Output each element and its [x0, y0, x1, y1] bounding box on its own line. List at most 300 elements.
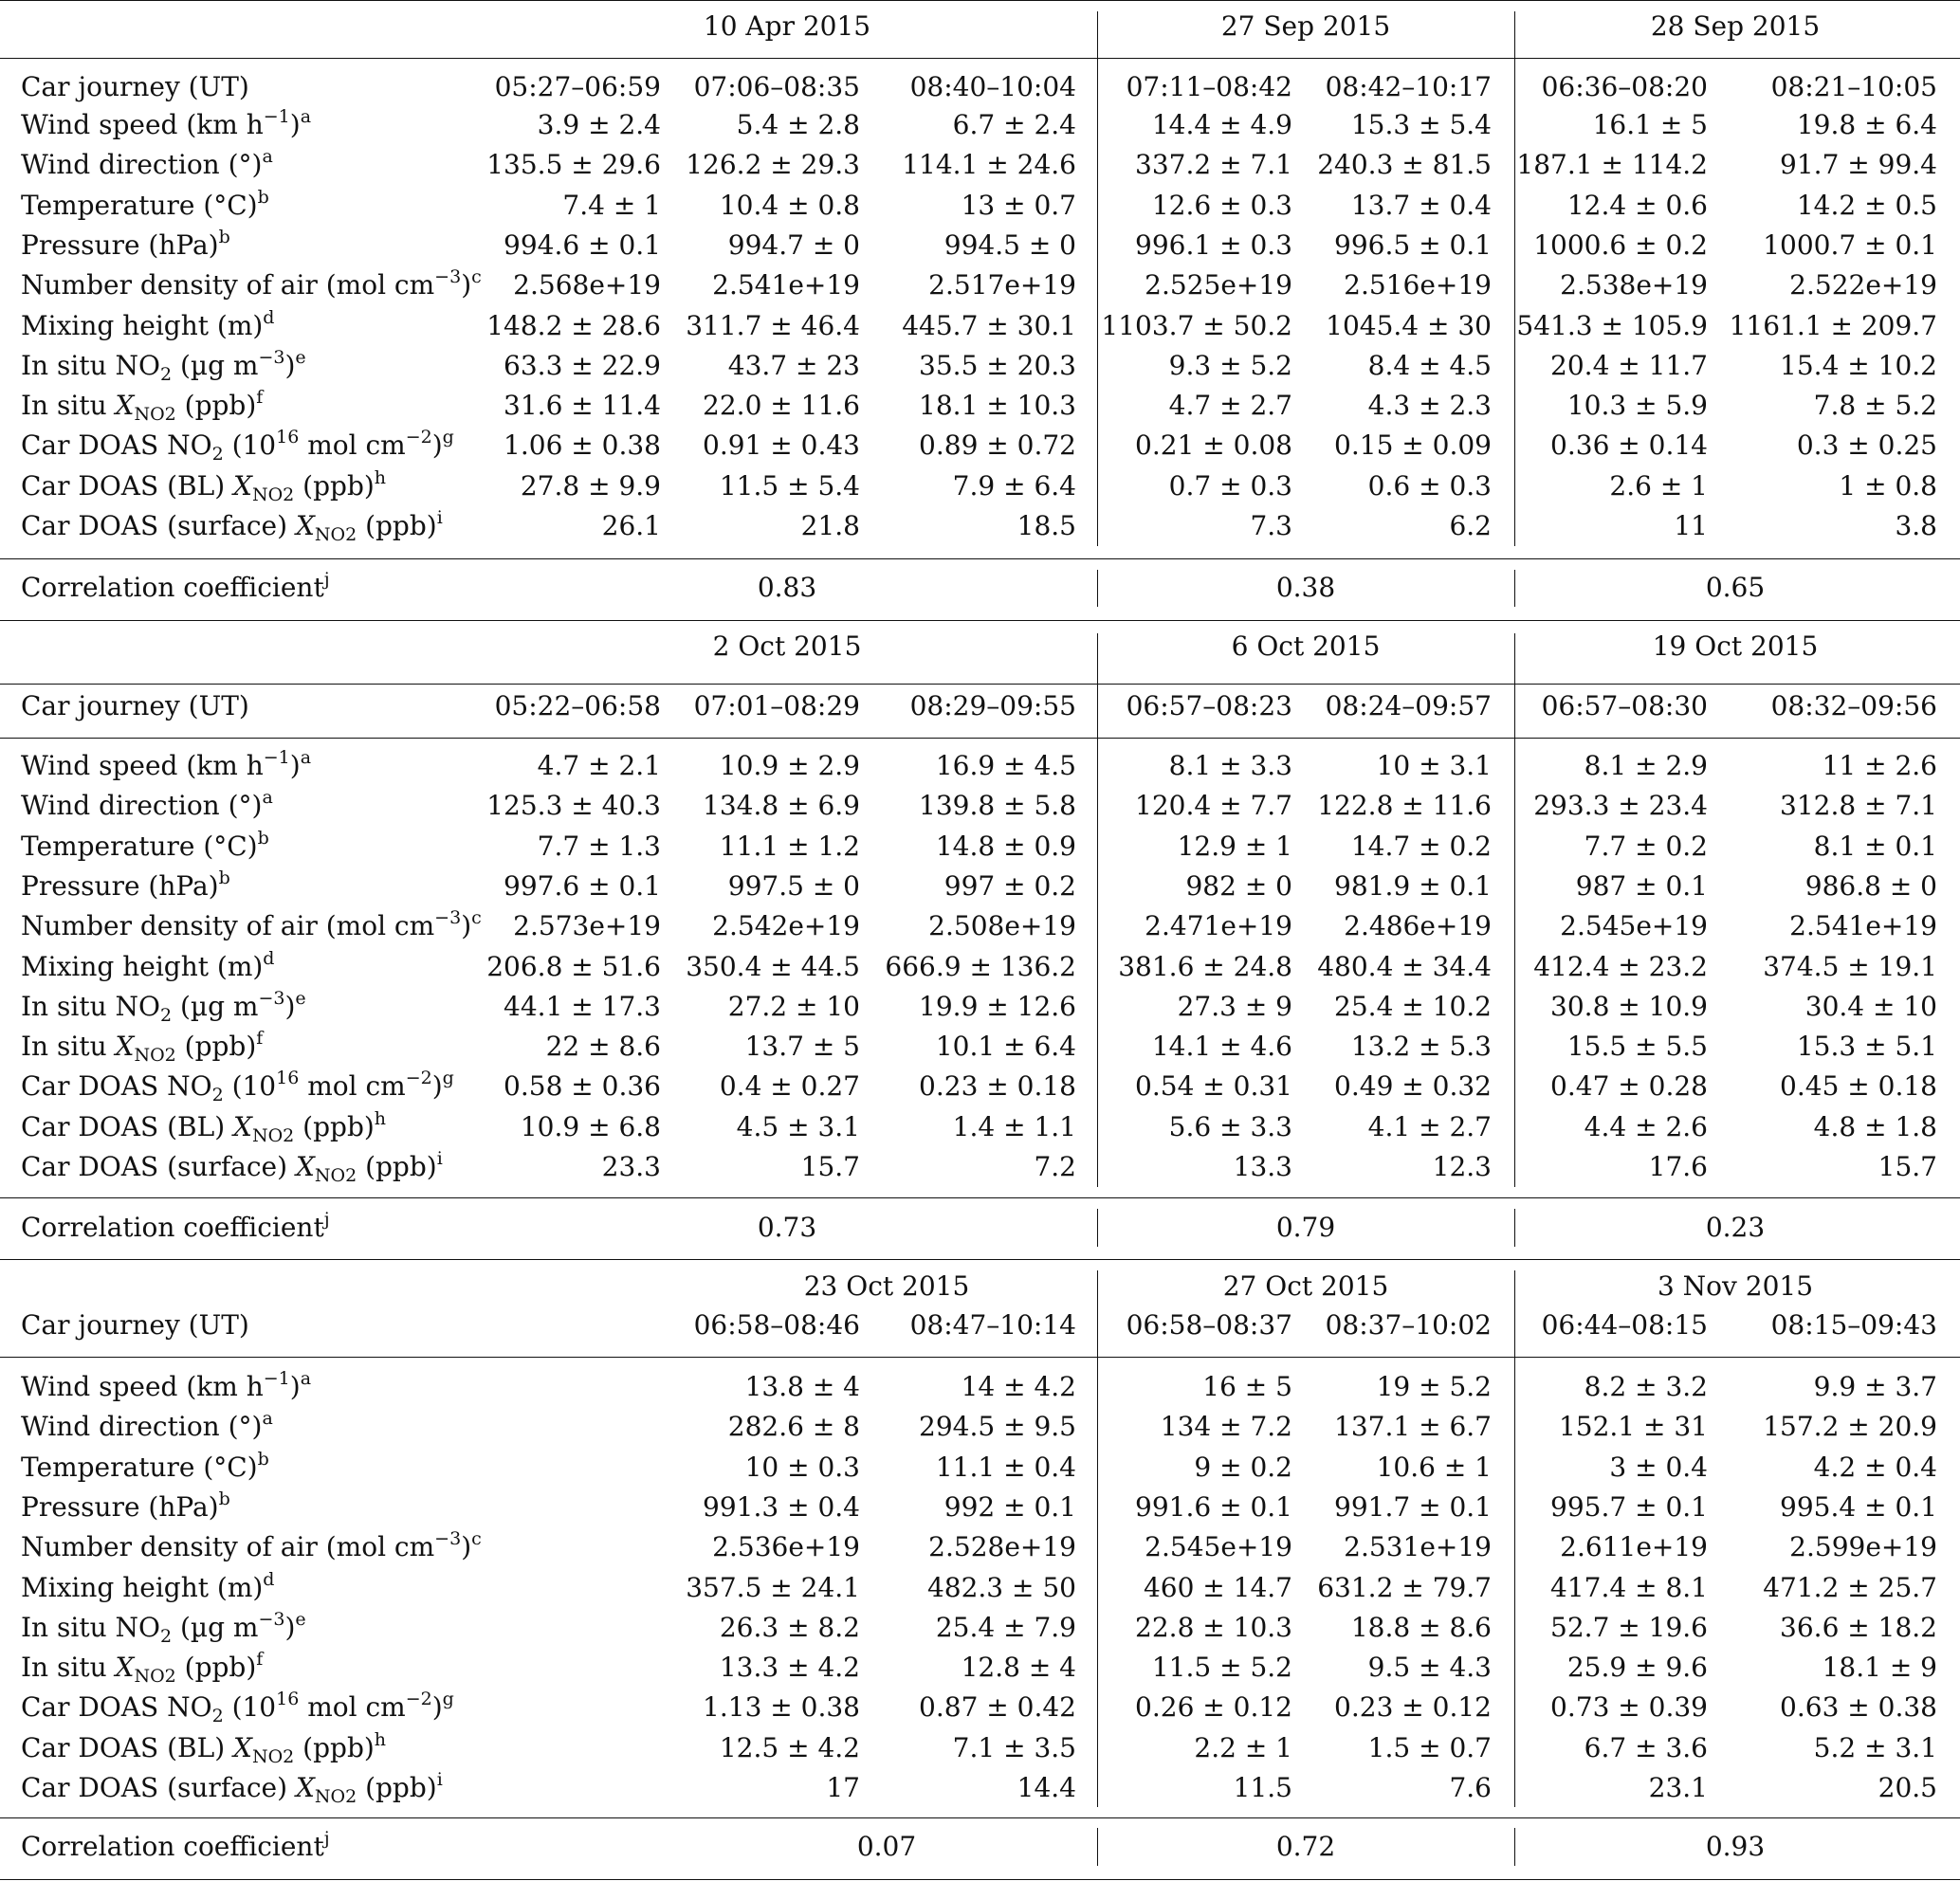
table-cell: 541.3 ± 105.9 — [1516, 309, 1708, 341]
label-part: −1 — [263, 747, 290, 768]
label-part: Wind direction (°) — [21, 149, 263, 181]
table-cell: 19.8 ± 6.4 — [1796, 109, 1937, 140]
label-part: c — [471, 266, 482, 288]
table-cell: 445.7 ± 30.1 — [902, 309, 1076, 341]
journey-time: 06:58–08:37 — [1126, 1309, 1292, 1341]
label-part: b — [218, 867, 230, 888]
journey-time: 08:29–09:55 — [909, 690, 1076, 721]
label-part: −1 — [263, 106, 290, 127]
table-cell: 157.2 ± 20.9 — [1763, 1411, 1937, 1443]
table-cell: 0.63 ± 0.38 — [1780, 1691, 1937, 1724]
label-part: −3 — [258, 1608, 285, 1630]
table-cell: 31.6 ± 11.4 — [504, 390, 661, 422]
date-header: 23 Oct 2015 — [803, 1270, 970, 1302]
label-part: Temperature (°C) — [21, 189, 258, 221]
block-top-rule — [0, 1259, 1960, 1260]
label-part: X — [115, 1031, 135, 1063]
table-cell: 2.2 ± 1 — [1194, 1731, 1292, 1763]
label-part: Car DOAS (surface) — [21, 1772, 296, 1803]
table-cell: 187.1 ± 114.2 — [1516, 149, 1708, 181]
label-part: Number density of air (mol cm — [21, 1531, 435, 1563]
table-cell: 25.9 ± 9.6 — [1566, 1652, 1708, 1684]
table-cell: 30.8 ± 10.9 — [1550, 990, 1708, 1022]
label-part: Mixing height (m) — [21, 309, 264, 341]
label-part: h — [374, 1107, 387, 1129]
column-divider — [1514, 1270, 1515, 1807]
table-cell: 9.9 ± 3.7 — [1813, 1371, 1937, 1402]
table-cell: 2.538e+19 — [1560, 269, 1708, 301]
header-rule — [0, 738, 1960, 739]
table-cell: 0.15 ± 0.09 — [1334, 429, 1492, 462]
row-label — [21, 1068, 454, 1106]
label-part: ) — [431, 1070, 443, 1103]
column-divider — [1514, 11, 1515, 546]
table-cell: 43.7 ± 23 — [727, 349, 860, 381]
label-part: c — [471, 907, 482, 929]
table-cell: 13.3 ± 4.2 — [719, 1652, 860, 1684]
table-cell: 374.5 ± 19.1 — [1763, 950, 1937, 982]
row-label — [21, 1448, 269, 1483]
table-cell: 14.4 — [1017, 1772, 1076, 1803]
date-header: 6 Oct 2015 — [1231, 630, 1381, 662]
table-cell: 10.3 ± 5.9 — [1566, 390, 1708, 422]
label-part: Wind speed (km h — [21, 1371, 264, 1402]
table-cell: 135.5 ± 29.6 — [486, 149, 661, 181]
row-label — [21, 787, 273, 822]
header-rule — [0, 58, 1960, 59]
label-part: (10 — [223, 1070, 277, 1103]
label-part: a — [262, 146, 273, 168]
table-cell: 2.516e+19 — [1344, 269, 1492, 301]
table-cell: 2.536e+19 — [712, 1531, 860, 1563]
label-part: (ppb) — [357, 510, 437, 541]
label-part: 16 — [276, 1689, 300, 1710]
label-part: X — [233, 469, 252, 502]
table-cell: 480.4 ± 34.4 — [1317, 950, 1492, 982]
date-header: 2 Oct 2015 — [712, 630, 862, 662]
table-cell: 17 — [826, 1772, 860, 1803]
label-part: 2 — [159, 363, 173, 385]
table-cell: 7.3 — [1250, 510, 1292, 541]
table-cell: 981.9 ± 0.1 — [1334, 869, 1492, 902]
table-cell: 994.7 ± 0 — [727, 228, 860, 261]
table-cell: 18.5 — [1017, 510, 1076, 541]
table-cell: 337.2 ± 7.1 — [1135, 149, 1292, 181]
block-top-rule — [0, 0, 1960, 1]
column-divider — [1097, 1270, 1098, 1807]
table-cell: 3.8 — [1895, 510, 1937, 541]
date-header: 27 Oct 2015 — [1222, 1270, 1389, 1302]
label-part: −3 — [434, 1528, 462, 1550]
journey-time: 06:44–08:15 — [1541, 1309, 1708, 1341]
table-cell: 2.545e+19 — [1145, 1531, 1292, 1563]
table-cell: 134 ± 7.2 — [1160, 1411, 1292, 1443]
table-cell: 10.4 ± 0.8 — [719, 189, 860, 221]
label-part: (ppb) — [357, 1151, 437, 1182]
table-cell: 9.5 ± 4.3 — [1367, 1652, 1492, 1684]
label-part: Wind direction (°) — [21, 1411, 263, 1443]
table-cell: 15.7 — [800, 1151, 860, 1182]
table-cell: 22.0 ± 11.6 — [703, 390, 860, 422]
table-cell: 2.528e+19 — [928, 1531, 1076, 1563]
table-cell: 18.1 ± 9 — [1822, 1652, 1937, 1684]
journey-time: 08:15–09:43 — [1770, 1309, 1937, 1341]
table-cell: 0.89 ± 0.72 — [919, 429, 1076, 462]
table-cell: 1.06 ± 0.38 — [504, 429, 661, 462]
label-part: 16 — [276, 427, 300, 448]
journey-time: 06:57–08:23 — [1126, 690, 1292, 721]
table-cell: 2.573e+19 — [513, 910, 661, 942]
table-cell: 14.4 ± 4.9 — [1151, 109, 1292, 140]
label-part: c — [471, 1528, 482, 1550]
label-part: Car DOAS (BL) — [21, 469, 234, 502]
journey-time: 06:58–08:46 — [693, 1309, 860, 1341]
table-cell: 0.49 ± 0.32 — [1334, 1070, 1492, 1103]
label-part: f — [256, 1649, 264, 1671]
journey-time: 06:36–08:20 — [1541, 71, 1708, 102]
column-divider — [1514, 570, 1515, 607]
label-part: X — [233, 1110, 252, 1142]
correlation-rule — [0, 1197, 1960, 1198]
label-part: −2 — [405, 1689, 432, 1710]
table-cell: 19 ± 5.2 — [1376, 1371, 1492, 1402]
label-part: (10 — [223, 429, 277, 462]
table-cell: 2.599e+19 — [1789, 1531, 1937, 1563]
table-cell: 312.8 ± 7.1 — [1780, 790, 1937, 822]
label-part: ) — [289, 1371, 301, 1402]
table-cell: 6.7 ± 3.6 — [1584, 1731, 1708, 1763]
row-label — [21, 1107, 387, 1146]
table-cell: 15.3 ± 5.1 — [1796, 1031, 1937, 1063]
row-label — [21, 1408, 273, 1443]
table-cell: 997.5 ± 0 — [727, 869, 860, 902]
table-cell: 2.541e+19 — [1789, 910, 1937, 942]
table-cell: 996.1 ± 0.3 — [1135, 228, 1292, 261]
label-part: Wind direction (°) — [21, 790, 263, 822]
label-part: b — [257, 186, 269, 208]
table-cell: 0.54 ± 0.31 — [1135, 1070, 1292, 1103]
label-part: i — [436, 1769, 443, 1790]
label-part: X — [295, 510, 315, 541]
row-label — [21, 507, 443, 545]
table-cell: 134.8 ± 6.9 — [703, 790, 860, 822]
table-cell: 982 ± 0 — [1185, 869, 1292, 902]
label-part: ) — [431, 1691, 443, 1724]
journey-time: 08:32–09:56 — [1770, 690, 1937, 721]
row-label — [21, 186, 269, 221]
table-cell: 471.2 ± 25.7 — [1763, 1571, 1937, 1603]
table-cell: 23.3 — [601, 1151, 661, 1182]
label-part: ) — [431, 429, 443, 462]
table-cell: 126.2 ± 29.3 — [686, 149, 860, 181]
row-label — [21, 1689, 454, 1727]
table-cell: 2.531e+19 — [1344, 1531, 1492, 1563]
table-cell: 417.4 ± 8.1 — [1550, 1571, 1708, 1603]
label-part: e — [295, 1608, 306, 1630]
label-part: In situ — [21, 390, 116, 422]
table-cell: 23.1 — [1648, 1772, 1708, 1803]
table-cell: 11.5 ± 5.2 — [1151, 1652, 1292, 1684]
row-label — [21, 1568, 275, 1603]
table-cell: 991.7 ± 0.1 — [1334, 1490, 1492, 1523]
table-cell: 2.525e+19 — [1145, 269, 1292, 301]
table-cell: 1.13 ± 0.38 — [703, 1691, 860, 1724]
table-cell: 995.7 ± 0.1 — [1550, 1490, 1708, 1523]
table-cell: 120.4 ± 7.7 — [1135, 790, 1292, 822]
journey-time: 07:11–08:42 — [1126, 71, 1292, 102]
label-part: a — [300, 1368, 312, 1389]
table-cell: 0.23 ± 0.12 — [1334, 1691, 1492, 1724]
row-label — [21, 1368, 312, 1402]
table-cell: 991.6 ± 0.1 — [1135, 1490, 1292, 1523]
label-part: In situ NO — [21, 1611, 160, 1643]
label-part: d — [263, 1568, 275, 1590]
table-cell: 13.7 ± 5 — [744, 1031, 860, 1063]
label-part: In situ NO — [21, 349, 160, 381]
label-part: −2 — [405, 427, 432, 448]
table-cell: 13.8 ± 4 — [744, 1371, 860, 1402]
table-cell: 20.4 ± 11.7 — [1550, 349, 1708, 381]
block-top-rule — [0, 620, 1960, 621]
table-cell: 10.1 ± 6.4 — [935, 1031, 1076, 1063]
table-cell: 0.21 ± 0.08 — [1135, 429, 1292, 462]
label-part: b — [257, 1448, 269, 1470]
table-cell: 293.3 ± 23.4 — [1533, 790, 1708, 822]
row-label — [21, 947, 275, 982]
table-cell: 17.6 — [1648, 1151, 1708, 1182]
table-cell: 13.3 — [1233, 1151, 1292, 1182]
correlation-label — [21, 569, 330, 603]
label-part: 16 — [276, 1068, 300, 1089]
correlation-value: 0.93 — [1705, 1831, 1766, 1862]
row-label — [21, 266, 482, 301]
label-part: NO2 — [251, 484, 295, 505]
journey-time: 05:27–06:59 — [494, 71, 661, 102]
table-cell: 0.23 ± 0.18 — [919, 1070, 1076, 1103]
label-part: Number density of air (mol cm — [21, 910, 435, 942]
row-label — [21, 1528, 482, 1563]
table-cell: 10.9 ± 2.9 — [719, 750, 860, 781]
table-cell: 91.7 ± 99.4 — [1780, 149, 1937, 181]
table-cell: 139.8 ± 5.8 — [919, 790, 1076, 822]
label-part: NO2 — [314, 524, 357, 545]
column-divider — [1097, 11, 1098, 546]
label-part: Car DOAS NO — [21, 1070, 212, 1103]
table-cell: 14 ± 4.2 — [961, 1371, 1076, 1402]
header-rule — [0, 1357, 1960, 1358]
table-cell: 7.7 ± 1.3 — [537, 830, 661, 862]
table-cell: 14.1 ± 4.6 — [1151, 1031, 1292, 1063]
table-cell: 12.5 ± 4.2 — [719, 1731, 860, 1763]
row-label — [21, 226, 230, 261]
row-label — [21, 1028, 264, 1067]
label-part: ) — [289, 750, 301, 781]
label-part: Temperature (°C) — [21, 1451, 258, 1483]
table-cell: 1045.4 ± 30 — [1326, 309, 1492, 341]
table-cell: 22 ± 8.6 — [545, 1031, 661, 1063]
table-cell: 35.5 ± 20.3 — [919, 349, 1076, 381]
column-divider — [1514, 1209, 1515, 1247]
label-part: −2 — [405, 1068, 432, 1089]
table-cell: 7.7 ± 0.2 — [1584, 830, 1708, 862]
table-cell: 36.6 ± 18.2 — [1780, 1611, 1937, 1643]
table-cell: 12.9 ± 1 — [1177, 830, 1292, 862]
label-part: h — [374, 466, 387, 488]
date-header: 27 Sep 2015 — [1220, 10, 1391, 42]
label-part: ) — [289, 109, 301, 140]
journey-time: 08:37–10:02 — [1325, 1309, 1492, 1341]
correlation-value: 0.79 — [1275, 1212, 1336, 1243]
table-cell: 16.1 ± 5 — [1592, 109, 1708, 140]
label-part: 2 — [159, 1625, 173, 1647]
label-part: NO2 — [134, 1045, 176, 1067]
table-cell: 8.1 ± 3.3 — [1168, 750, 1292, 781]
journey-time: 06:57–08:30 — [1541, 690, 1708, 721]
table-cell: 5.2 ± 3.1 — [1813, 1731, 1937, 1763]
table-cell: 997.6 ± 0.1 — [504, 869, 661, 902]
table-cell: 1103.7 ± 50.2 — [1101, 309, 1292, 341]
table-cell: 21.8 — [800, 510, 860, 541]
table-cell: 0.4 ± 0.27 — [719, 1070, 860, 1103]
label-part: NO2 — [134, 1666, 176, 1688]
footnote-mark: j — [323, 569, 330, 590]
table-cell: 412.4 ± 23.2 — [1533, 950, 1708, 982]
label-part: Mixing height (m) — [21, 1571, 264, 1603]
table-cell: 18.8 ± 8.6 — [1350, 1611, 1492, 1643]
label-part: ) — [461, 910, 472, 942]
table-cell: 2.486e+19 — [1344, 910, 1492, 942]
table-cell: 666.9 ± 136.2 — [885, 950, 1076, 982]
column-divider — [1514, 633, 1515, 1187]
row-label — [21, 106, 312, 140]
table-cell: 2.611e+19 — [1560, 1531, 1708, 1563]
table-cell: 25.4 ± 10.2 — [1334, 990, 1492, 1022]
table-cell: 52.7 ± 19.6 — [1550, 1611, 1708, 1643]
label-part: X — [233, 1731, 252, 1763]
correlation-value: 0.65 — [1705, 572, 1766, 603]
footnote-mark: j — [323, 1209, 330, 1230]
label-part: −3 — [258, 346, 285, 368]
table-cell: 7.8 ± 5.2 — [1813, 390, 1937, 422]
label-part: mol cm — [299, 1691, 406, 1724]
label-part: X — [295, 1151, 315, 1182]
table-cell: 10 ± 3.1 — [1376, 750, 1492, 781]
table-cell: 997 ± 0.2 — [943, 869, 1076, 902]
label-part: (ppb) — [294, 1731, 375, 1763]
label-part: g — [442, 1689, 454, 1710]
table-cell: 25.4 ± 7.9 — [935, 1611, 1076, 1643]
table-cell: 460 ± 14.7 — [1143, 1571, 1292, 1603]
table-cell: 11.1 ± 1.2 — [719, 830, 860, 862]
date-header: 19 Oct 2015 — [1652, 630, 1819, 662]
table-cell: 2.545e+19 — [1560, 910, 1708, 942]
table-cell: 12.8 ± 4 — [961, 1652, 1076, 1684]
table-cell: 0.7 ± 0.3 — [1168, 469, 1292, 502]
table-cell: 27.3 ± 9 — [1177, 990, 1292, 1022]
table-cell: 1161.1 ± 209.7 — [1729, 309, 1937, 341]
table-cell: 7.2 — [1034, 1151, 1076, 1182]
table-cell: 381.6 ± 24.8 — [1118, 950, 1292, 982]
table-cell: 13 ± 0.7 — [961, 189, 1076, 221]
label-part: In situ — [21, 1031, 116, 1063]
label-part: −1 — [263, 1368, 290, 1389]
label-part: ) — [461, 1531, 472, 1563]
label-part: g — [442, 427, 454, 448]
label-part: (ppb) — [175, 390, 257, 422]
label-part: f — [256, 387, 264, 409]
table-cell: 1.4 ± 1.1 — [952, 1110, 1076, 1142]
label-part: (µg m — [172, 1611, 259, 1643]
correlation-rule — [0, 1817, 1960, 1818]
row-label — [21, 1148, 443, 1186]
label-part: Car DOAS NO — [21, 1691, 212, 1724]
column-divider — [1097, 1828, 1098, 1866]
table-cell: 311.7 ± 46.4 — [686, 309, 860, 341]
correlation-label — [21, 1828, 330, 1862]
label-part: 2 — [159, 1004, 173, 1026]
table-cell: 18.1 ± 10.3 — [919, 390, 1076, 422]
table-cell: 15.7 — [1878, 1151, 1937, 1182]
row-label — [21, 146, 273, 181]
table-cell: 0.45 ± 0.18 — [1780, 1070, 1937, 1103]
table-cell: 0.73 ± 0.39 — [1550, 1691, 1708, 1724]
table-cell: 152.1 ± 31 — [1558, 1411, 1708, 1443]
label-part: b — [218, 226, 230, 247]
table-cell: 148.2 ± 28.6 — [486, 309, 661, 341]
table-cell: 0.36 ± 0.14 — [1550, 429, 1708, 462]
table-cell: 7.9 ± 6.4 — [952, 469, 1076, 502]
label-part: ) — [284, 1611, 296, 1643]
table-cell: 0.6 ± 0.3 — [1367, 469, 1492, 502]
table-cell: 3.9 ± 2.4 — [537, 109, 661, 140]
table-cell: 1 ± 0.8 — [1839, 469, 1937, 502]
table-cell: 240.3 ± 81.5 — [1317, 149, 1492, 181]
table-cell: 10.9 ± 6.8 — [520, 1110, 661, 1142]
footnote-mark: j — [323, 1828, 330, 1849]
label-part: a — [262, 787, 273, 809]
correlation-value: 0.38 — [1275, 572, 1336, 603]
journey-time: 08:42–10:17 — [1325, 71, 1492, 102]
label-part: ) — [461, 269, 472, 301]
table-cell: 20.5 — [1878, 1772, 1937, 1803]
label-part: Correlation coefficient — [21, 1831, 324, 1862]
table-cell: 5.6 ± 3.3 — [1168, 1110, 1292, 1142]
row-label — [21, 346, 306, 385]
label-part: b — [218, 1488, 230, 1509]
row-label — [21, 907, 482, 942]
table-cell: 26.3 ± 8.2 — [719, 1611, 860, 1643]
table-cell: 994.5 ± 0 — [943, 228, 1076, 261]
row-label — [21, 987, 306, 1026]
label-part: d — [263, 306, 275, 328]
table-cell: 0.26 ± 0.12 — [1135, 1691, 1292, 1724]
label-part: NO2 — [251, 1745, 295, 1767]
table-cell: 1000.6 ± 0.2 — [1533, 228, 1708, 261]
label-part: Car DOAS (BL) — [21, 1110, 234, 1142]
table-cell: 4.1 ± 2.7 — [1367, 1110, 1492, 1142]
label-part: −3 — [258, 987, 285, 1009]
table-cell: 2.568e+19 — [513, 269, 661, 301]
table-cell: 4.5 ± 3.1 — [736, 1110, 860, 1142]
label-part: mol cm — [299, 1070, 406, 1103]
label-part: (µg m — [172, 349, 259, 381]
journey-time: 07:01–08:29 — [693, 690, 860, 721]
table-cell: 995.4 ± 0.1 — [1780, 1490, 1937, 1523]
table-cell: 27.8 ± 9.9 — [520, 469, 661, 502]
row-label — [21, 747, 312, 781]
label-part: b — [257, 827, 269, 849]
table-cell: 11.5 — [1233, 1772, 1292, 1803]
